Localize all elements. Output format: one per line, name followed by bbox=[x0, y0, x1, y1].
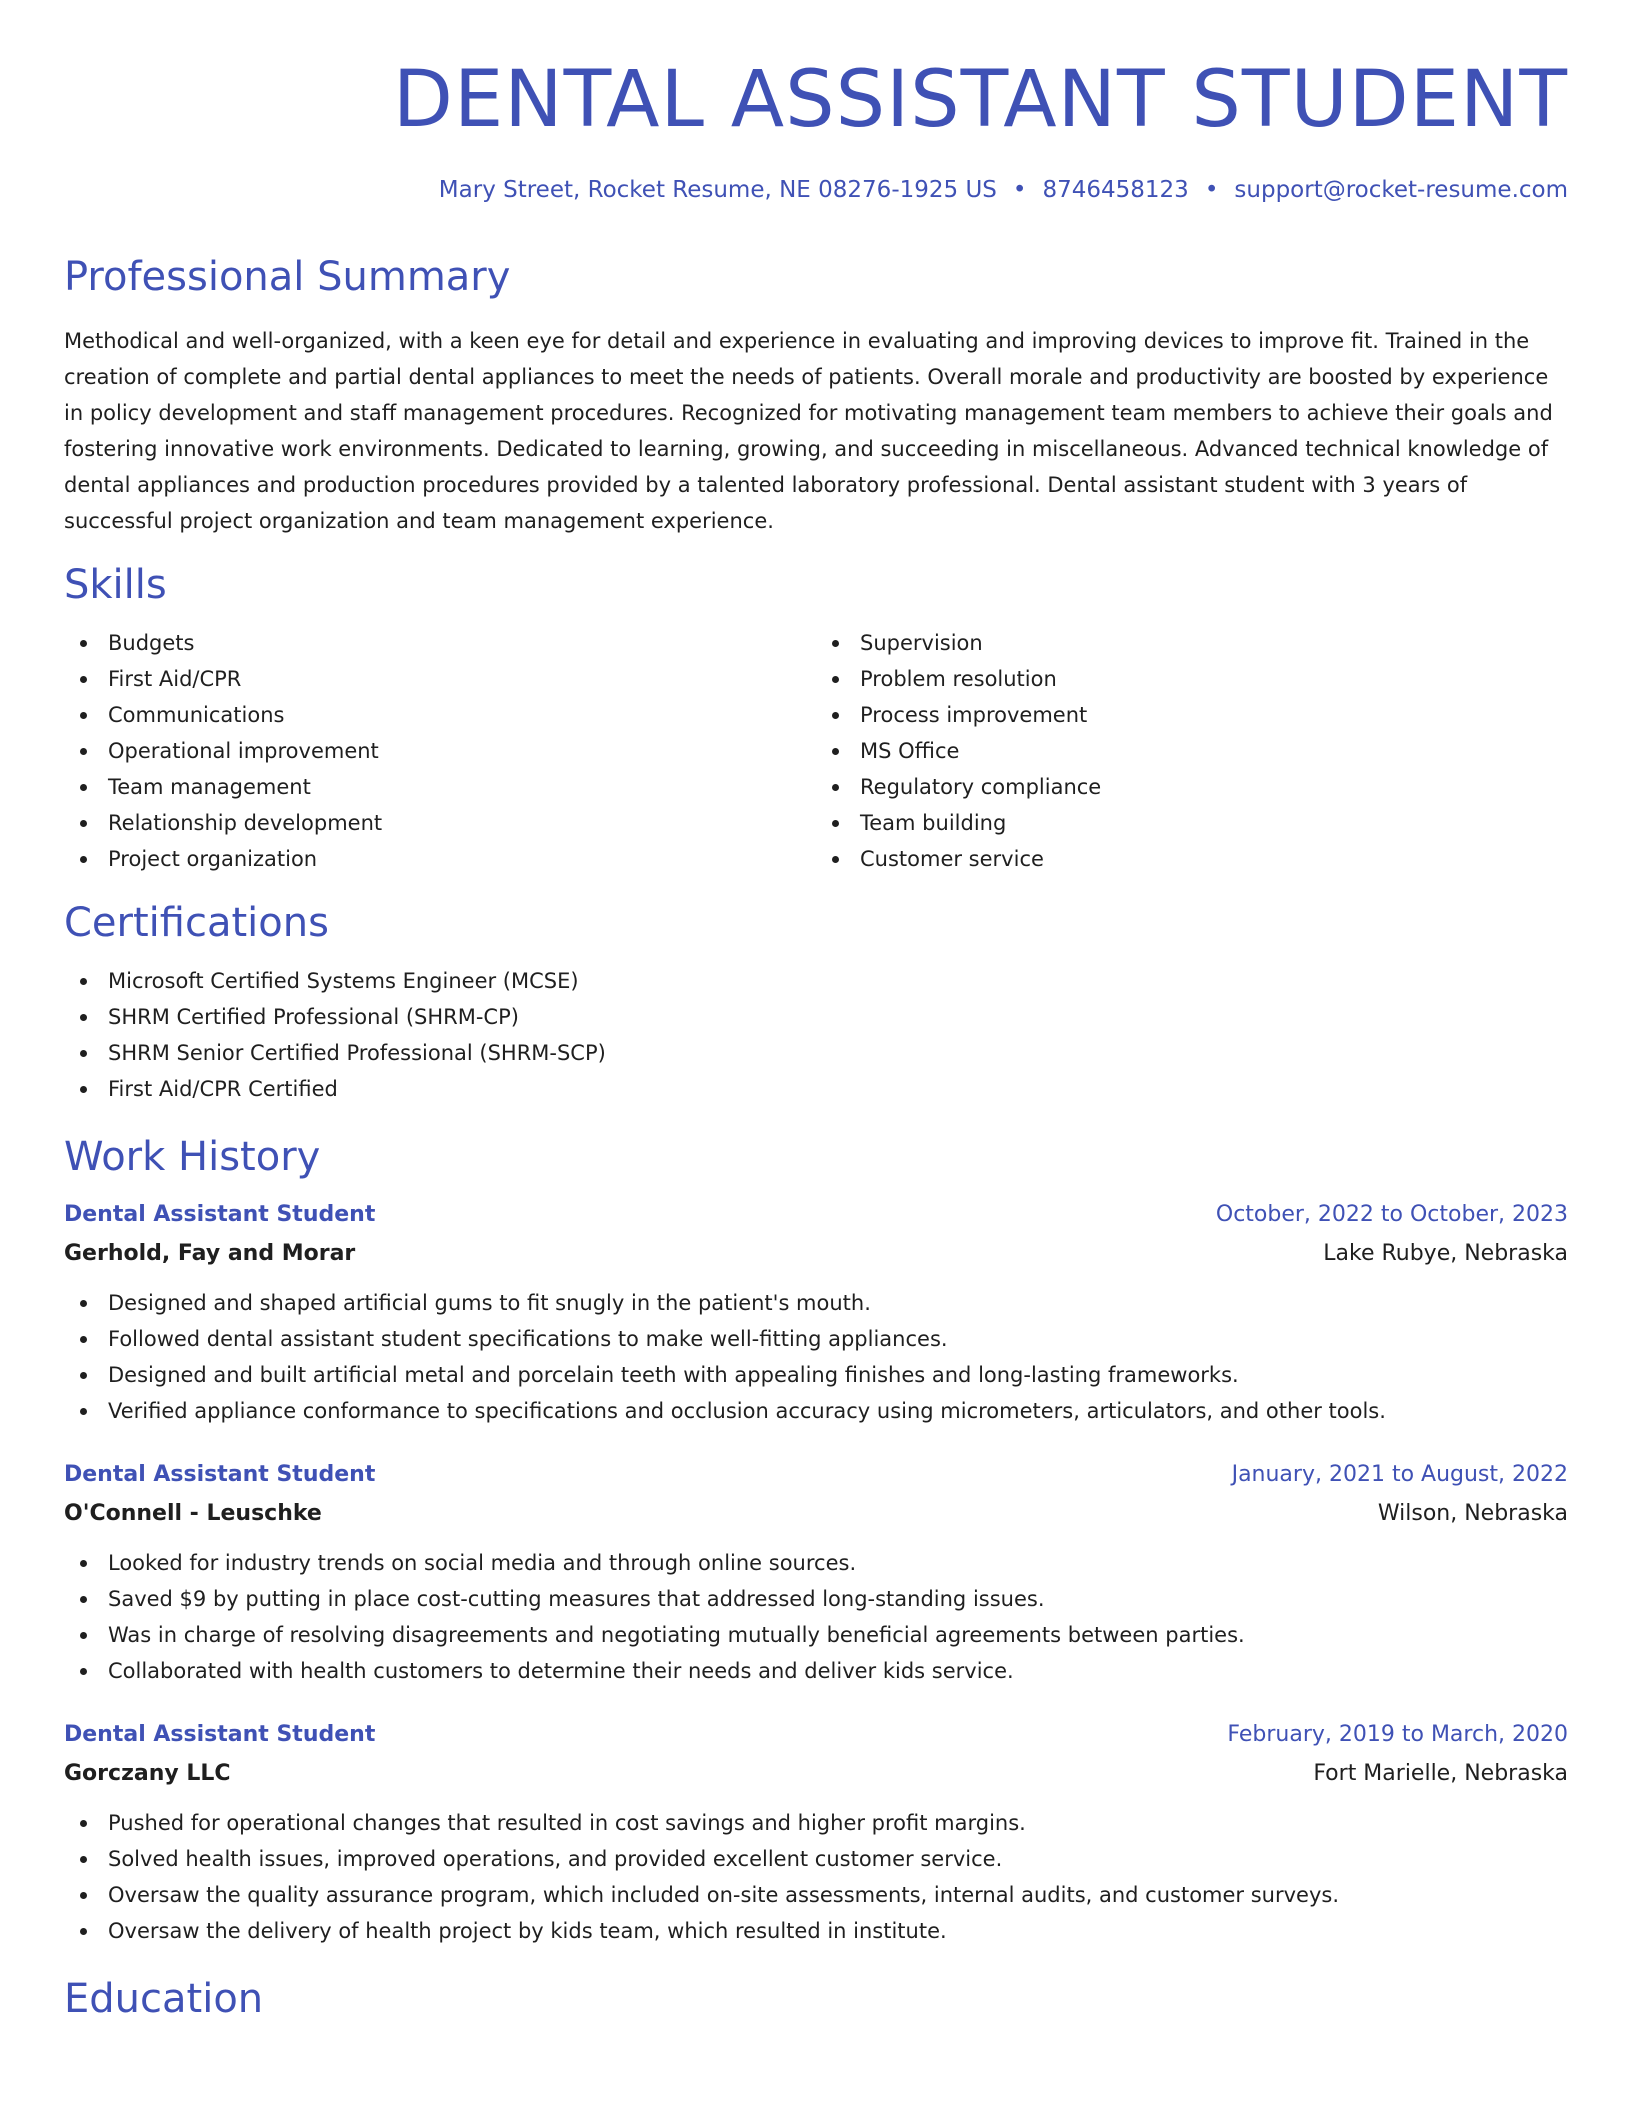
job-subheader bbox=[64, 1755, 1568, 1793]
phone: 8746458123 bbox=[1042, 176, 1189, 203]
job-bullet: Verified appliance conformance to specifications and occlusion accuracy using micrometers, articulators, and other tools. bbox=[64, 1393, 1568, 1429]
skill-item: Operational improvement bbox=[64, 733, 816, 769]
resume-content bbox=[64, 0, 1568, 2023]
job-header bbox=[64, 1715, 1568, 1755]
skills-list-right bbox=[816, 625, 1568, 877]
job-bullet: Designed and shaped artificial gums to fit snugly in the patient's mouth. bbox=[64, 1285, 1568, 1321]
separator-dot: • bbox=[1204, 176, 1219, 203]
job-company: Gorczany LLC bbox=[64, 1761, 231, 1787]
job-entry bbox=[64, 1715, 1568, 1949]
skill-item: MS Office bbox=[816, 733, 1568, 769]
skill-item: Problem resolution bbox=[816, 661, 1568, 697]
job-title: Dental Assistant Student bbox=[64, 1722, 376, 1748]
work-history-heading: Work History bbox=[64, 1134, 321, 1181]
job-entry bbox=[64, 1195, 1568, 1429]
skills-heading: Skills bbox=[64, 562, 167, 609]
summary-heading: Professional Summary bbox=[64, 254, 511, 301]
certification-item: First Aid/CPR Certified bbox=[64, 1071, 1568, 1107]
job-entry bbox=[64, 1455, 1568, 1689]
job-bullet: Pushed for operational changes that resulted in cost savings and higher profit margins. bbox=[64, 1805, 1568, 1841]
certification-item: SHRM Certified Professional (SHRM-CP) bbox=[64, 999, 1568, 1035]
skill-item: Team management bbox=[64, 769, 816, 805]
job-location: Wilson, Nebraska bbox=[1377, 1501, 1568, 1527]
job-subheader bbox=[64, 1495, 1568, 1533]
job-bullet: Followed dental assistant student specifications to make well-fitting appliances. bbox=[64, 1321, 1568, 1357]
address: Mary Street, Rocket Resume, NE 08276-1925 US bbox=[438, 176, 997, 203]
skill-item: Regulatory compliance bbox=[816, 769, 1568, 805]
job-bullets bbox=[64, 1285, 1568, 1429]
skill-item: Team building bbox=[816, 805, 1568, 841]
job-bullet: Oversaw the delivery of health project by kids team, which resulted in institute. bbox=[64, 1913, 1568, 1949]
job-title: Dental Assistant Student bbox=[64, 1462, 376, 1488]
contact-line bbox=[64, 176, 1568, 206]
certification-item: Microsoft Certified Systems Engineer (MCSE) bbox=[64, 963, 1568, 999]
job-bullet: Looked for industry trends on social media and through online sources. bbox=[64, 1545, 1568, 1581]
education-heading: Education bbox=[64, 1976, 264, 2023]
certification-item: SHRM Senior Certified Professional (SHRM-SCP) bbox=[64, 1035, 1568, 1071]
email-link[interactable]: support@rocket-resume.com bbox=[1234, 176, 1568, 203]
work-history-list bbox=[64, 1195, 1568, 1949]
job-bullet: Collaborated with health customers to determine their needs and deliver kids service. bbox=[64, 1653, 1568, 1689]
separator-dot: • bbox=[1012, 176, 1027, 203]
skill-item: Process improvement bbox=[816, 697, 1568, 733]
summary-text: Methodical and well-organized, with a keen eye for detail and experience in evaluating and improving devices to improve fit. Trained in the creation of complete and partial dental appliances to meet the needs of patients. Overall morale and productivity are boosted by experience in policy development and staff management procedures. Recognized for motivating management team members to achieve their goals and fostering innovative work environments. Dedicated to learning, growing, and succeeding in miscellaneous. Advanced technical knowledge of dental appliances and production procedures provided by a talented laboratory professional. Dental assistant student with 3 years of successful project organization and team management experience. bbox=[64, 329, 1553, 534]
job-location: Fort Marielle, Nebraska bbox=[1313, 1761, 1568, 1787]
candidate-name: DENTAL ASSISTANT STUDENT bbox=[392, 55, 1568, 145]
job-header bbox=[64, 1455, 1568, 1495]
job-location: Lake Rubye, Nebraska bbox=[1323, 1241, 1568, 1267]
job-title: Dental Assistant Student bbox=[64, 1202, 376, 1228]
skill-item: Project organization bbox=[64, 841, 816, 877]
skill-item: Budgets bbox=[64, 625, 816, 661]
job-dates: January, 2021 to August, 2022 bbox=[1231, 1462, 1568, 1488]
job-bullet: Designed and built artificial metal and porcelain teeth with appealing finishes and long-lasting frameworks. bbox=[64, 1357, 1568, 1393]
job-bullets bbox=[64, 1805, 1568, 1949]
job-bullet: Solved health issues, improved operations, and provided excellent customer service. bbox=[64, 1841, 1568, 1877]
job-bullet: Oversaw the quality assurance program, which included on-site assessments, internal audits, and customer surveys. bbox=[64, 1877, 1568, 1913]
job-bullet: Was in charge of resolving disagreements and negotiating mutually beneficial agreements between parties. bbox=[64, 1617, 1568, 1653]
job-bullets bbox=[64, 1545, 1568, 1689]
job-company: Gerhold, Fay and Morar bbox=[64, 1241, 356, 1267]
certifications-list bbox=[64, 963, 1568, 1107]
job-company: O'Connell - Leuschke bbox=[64, 1501, 322, 1527]
skill-item: Supervision bbox=[816, 625, 1568, 661]
skills-list-left bbox=[64, 625, 816, 877]
skill-item: Relationship development bbox=[64, 805, 816, 841]
skill-item: First Aid/CPR bbox=[64, 661, 816, 697]
job-subheader bbox=[64, 1235, 1568, 1273]
skill-item: Communications bbox=[64, 697, 816, 733]
job-dates: February, 2019 to March, 2020 bbox=[1227, 1722, 1568, 1748]
job-header bbox=[64, 1195, 1568, 1235]
job-bullet: Saved $9 by putting in place cost-cutting measures that addressed long-standing issues. bbox=[64, 1581, 1568, 1617]
skills-columns bbox=[64, 625, 1568, 877]
certifications-heading: Certifications bbox=[64, 900, 329, 947]
skill-item: Customer service bbox=[816, 841, 1568, 877]
job-dates: October, 2022 to October, 2023 bbox=[1215, 1202, 1568, 1228]
